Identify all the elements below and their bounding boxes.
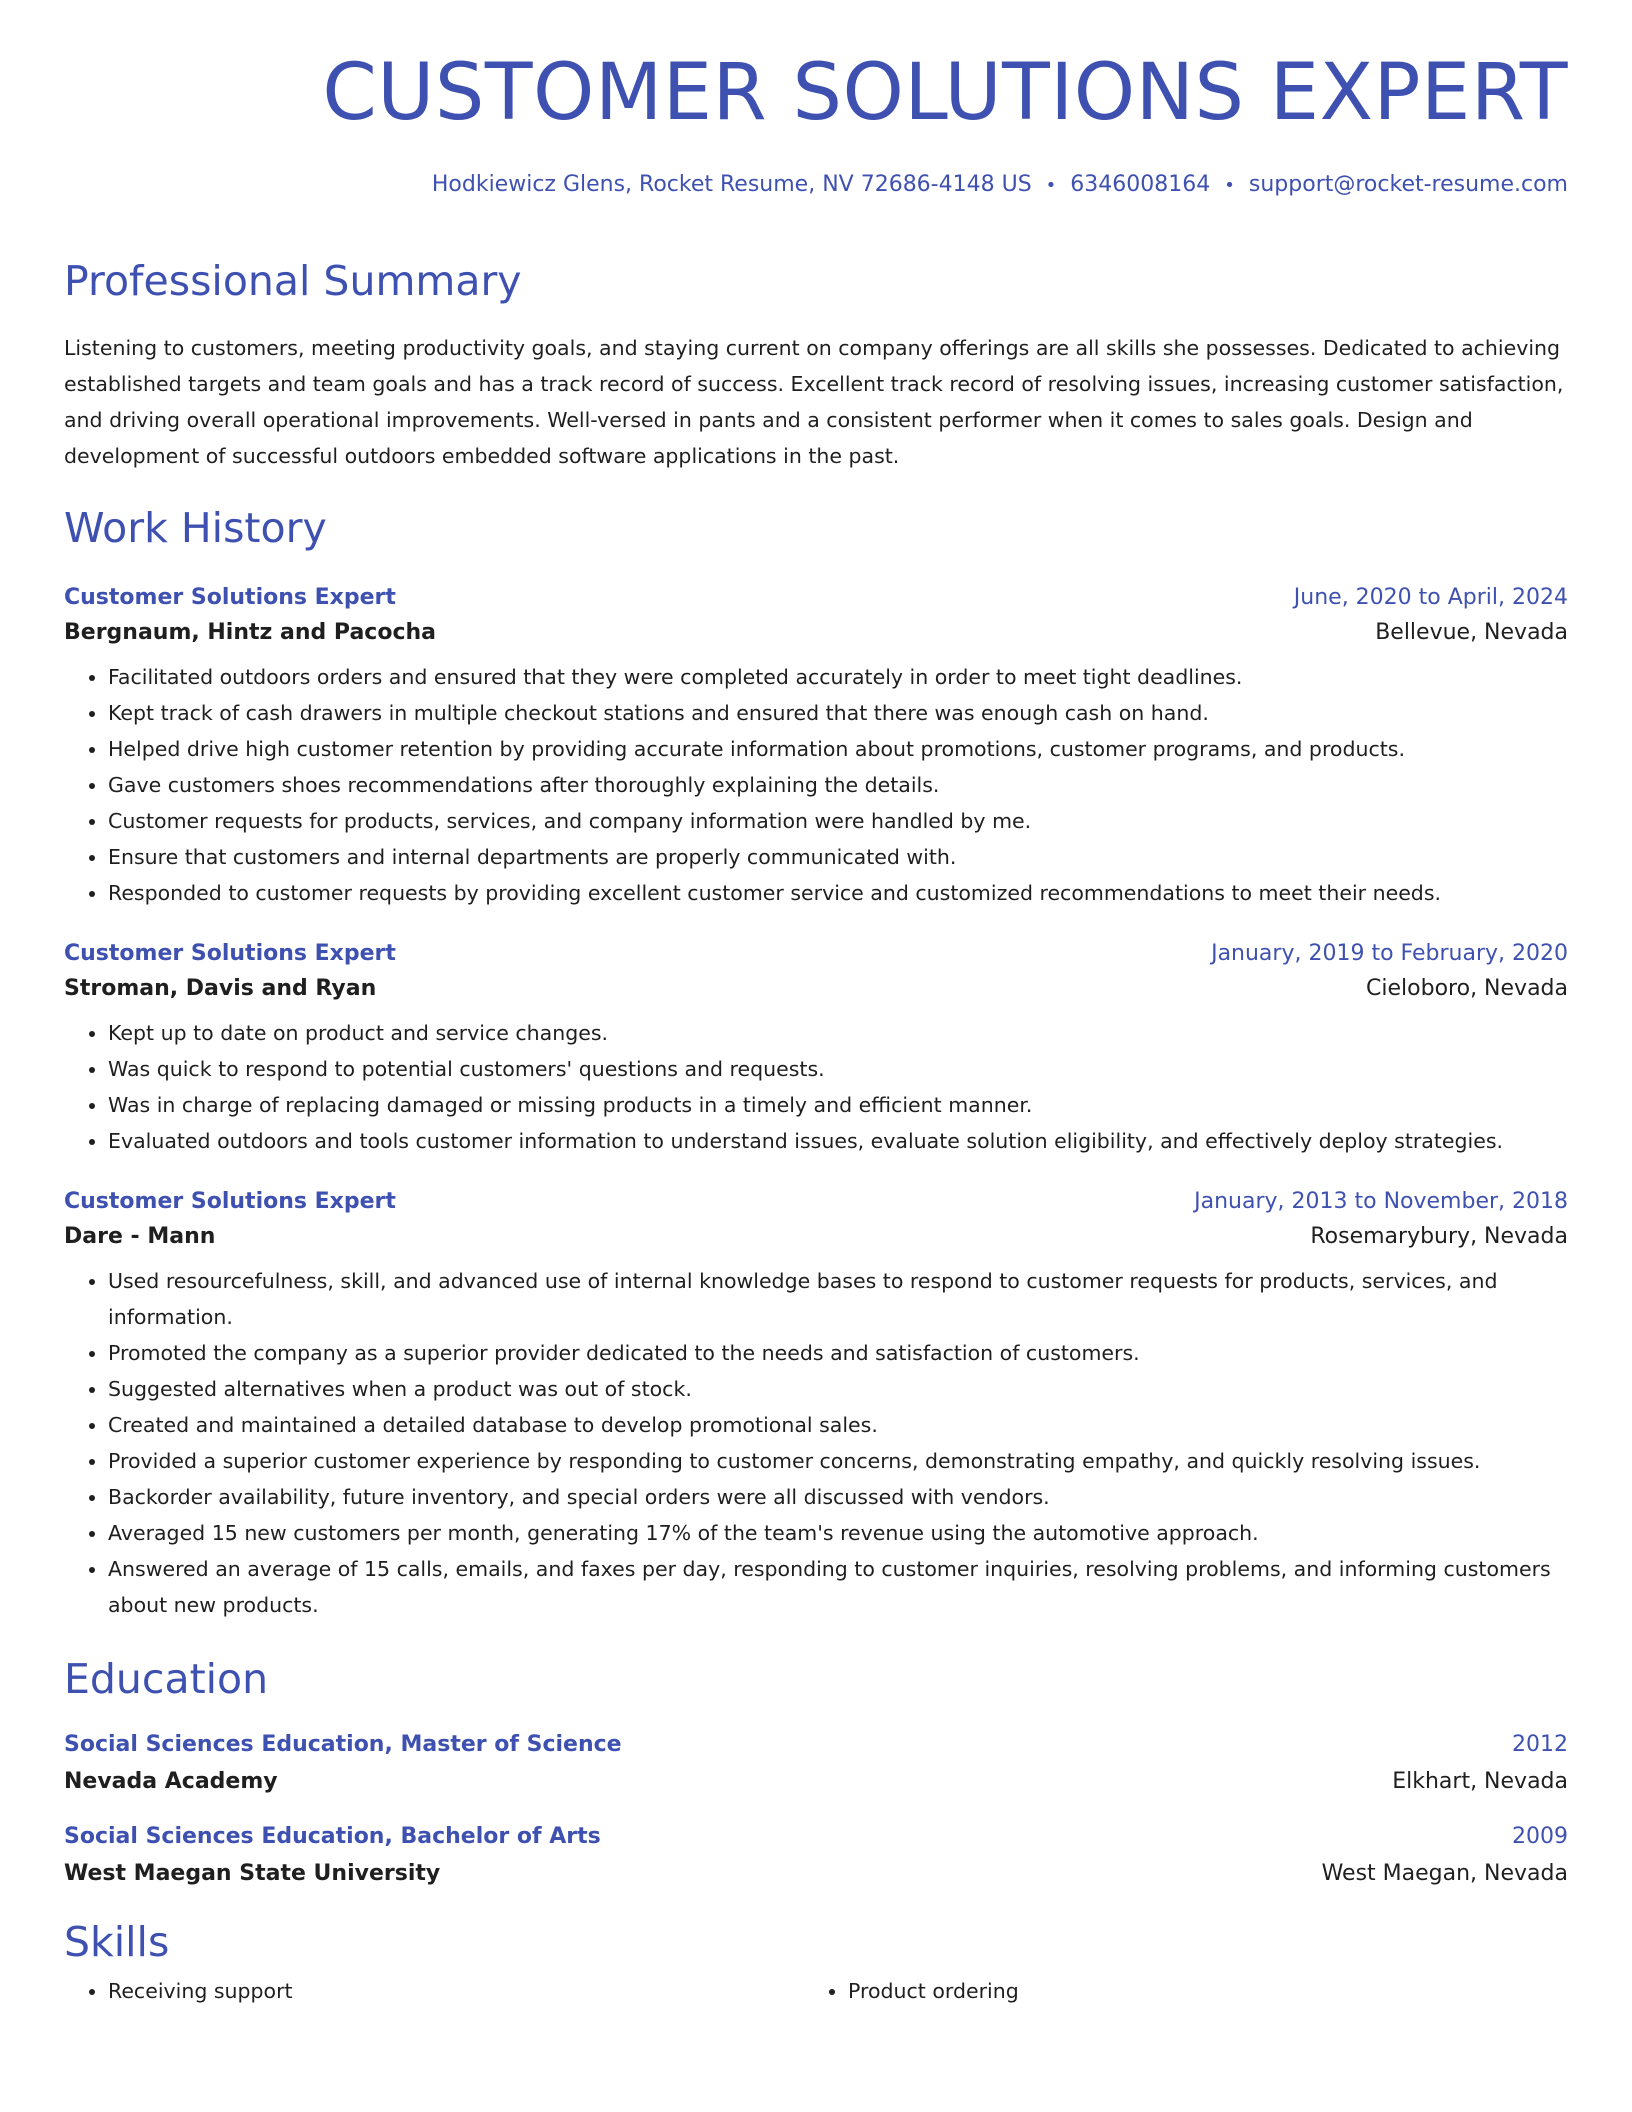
skills-column-right (804, 1973, 1544, 2009)
list-item: • Promoted the company as a superior provider dedicated to the needs and satisfaction of customers. (108, 1335, 1568, 1371)
job-location: Rosemarybury, Nevada (1310, 1224, 1568, 1249)
job-dates: January, 2019 to February, 2020 (1211, 941, 1568, 966)
education-entry (64, 1824, 1568, 1886)
list-item: • Ensure that customers and internal departments are properly communicated with. (108, 839, 1568, 875)
job-company: Bergnaum, Hintz and Pacocha (64, 620, 436, 645)
job-bullets (64, 659, 1568, 911)
list-item: • Suggested alternatives when a product was out of stock. (108, 1371, 1568, 1407)
list-item: • Responded to customer requests by providing excellent customer service and customized recommendations to meet their needs. (108, 875, 1568, 911)
list-item: • Product ordering (848, 1973, 1544, 2009)
skills-column-left (64, 1973, 804, 2009)
job-location: Bellevue, Nevada (1375, 620, 1568, 645)
job-bullets (64, 1263, 1568, 1623)
degree: Social Sciences Education, Master of Science (64, 1732, 622, 1757)
list-item: • Receiving support (108, 1973, 804, 2009)
list-item: • Provided a superior customer experience by responding to customer concerns, demonstrating empathy, and quickly resolving issues. (108, 1443, 1568, 1479)
list-item: • Was in charge of replacing damaged or missing products in a timely and efficient manner. (108, 1087, 1568, 1123)
list-item: • Facilitated outdoors orders and ensured that they were completed accurately in order to meet tight deadlines. (108, 659, 1568, 695)
list-item: • Created and maintained a detailed database to develop promotional sales. (108, 1407, 1568, 1443)
list-item: • Used resourcefulness, skill, and advanced use of internal knowledge bases to respond to customer requests for products, services, and information. (108, 1263, 1568, 1335)
work-history-heading: Work History (64, 504, 327, 552)
list-item: • Evaluated outdoors and tools customer information to understand issues, evaluate solution eligibility, and effectively deploy strategies. (108, 1123, 1568, 1159)
job-company: Dare - Mann (64, 1224, 216, 1249)
education-entry (64, 1732, 1568, 1794)
summary-text: Listening to customers, meeting productivity goals, and staying current on company offerings are all skills she possesses. Dedicated to achieving established targets and team goals and has a track record of success. Excellent track record of resolving issues, increasing customer satisfaction, and driving overall operational improvements. Well-versed in pants and a consistent performer when it comes to sales goals. Design and development of successful outdoors embedded software applications in the past. (64, 336, 1564, 468)
list-item: • Backorder availability, future inventory, and special orders were all discussed with vendors. (108, 1479, 1568, 1515)
skills-list (64, 1973, 1568, 2009)
contact-address: Hodkiewicz Glens, Rocket Resume, NV 72686-4148 US (431, 172, 1032, 197)
job-dates: June, 2020 to April, 2024 (1293, 585, 1568, 610)
graduation-year: 2012 (1512, 1732, 1568, 1757)
job-bullets (64, 1015, 1568, 1159)
job-entry (64, 585, 1568, 911)
job-entry (64, 1189, 1568, 1623)
summary-heading: Professional Summary (64, 257, 522, 305)
graduation-year: 2009 (1512, 1824, 1568, 1849)
contact-line (64, 172, 1568, 197)
job-title: Customer Solutions Expert (64, 585, 396, 610)
school-name: West Maegan State University (64, 1861, 441, 1886)
job-title: Customer Solutions Expert (64, 941, 396, 966)
candidate-name: CUSTOMER SOLUTIONS EXPERT (322, 48, 1568, 138)
list-item: • Gave customers shoes recommendations after thoroughly explaining the details. (108, 767, 1568, 803)
list-item: • Customer requests for products, services, and company information were handled by me. (108, 803, 1568, 839)
job-company: Stroman, Davis and Ryan (64, 976, 377, 1001)
list-item: • Was quick to respond to potential customers' questions and requests. (108, 1051, 1568, 1087)
skills-heading: Skills (64, 1918, 170, 1966)
contact-phone[interactable]: 6346008164 (1070, 172, 1211, 197)
list-item: • Kept track of cash drawers in multiple checkout stations and ensured that there was enough cash on hand. (108, 695, 1568, 731)
job-title: Customer Solutions Expert (64, 1189, 396, 1214)
degree: Social Sciences Education, Bachelor of Arts (64, 1824, 601, 1849)
list-item: • Helped drive high customer retention by providing accurate information about promotions, customer programs, and products. (108, 731, 1568, 767)
list-item: • Averaged 15 new customers per month, generating 17% of the team's revenue using the automotive approach. (108, 1515, 1568, 1551)
job-entry (64, 941, 1568, 1159)
list-item: • Kept up to date on product and service changes. (108, 1015, 1568, 1051)
school-location: Elkhart, Nevada (1392, 1769, 1568, 1794)
contact-email[interactable]: support@rocket-resume.com (1248, 172, 1568, 197)
job-location: Cieloboro, Nevada (1366, 976, 1568, 1001)
list-item: • Answered an average of 15 calls, emails, and faxes per day, responding to customer inquiries, resolving problems, and informing customers about new products. (108, 1551, 1568, 1623)
job-dates: January, 2013 to November, 2018 (1194, 1189, 1568, 1214)
school-name: Nevada Academy (64, 1769, 278, 1794)
resume-header (64, 48, 1568, 197)
contact-separator: • (1224, 175, 1235, 196)
contact-separator: • (1045, 175, 1057, 196)
education-heading: Education (64, 1655, 269, 1703)
school-location: West Maegan, Nevada (1321, 1861, 1568, 1886)
